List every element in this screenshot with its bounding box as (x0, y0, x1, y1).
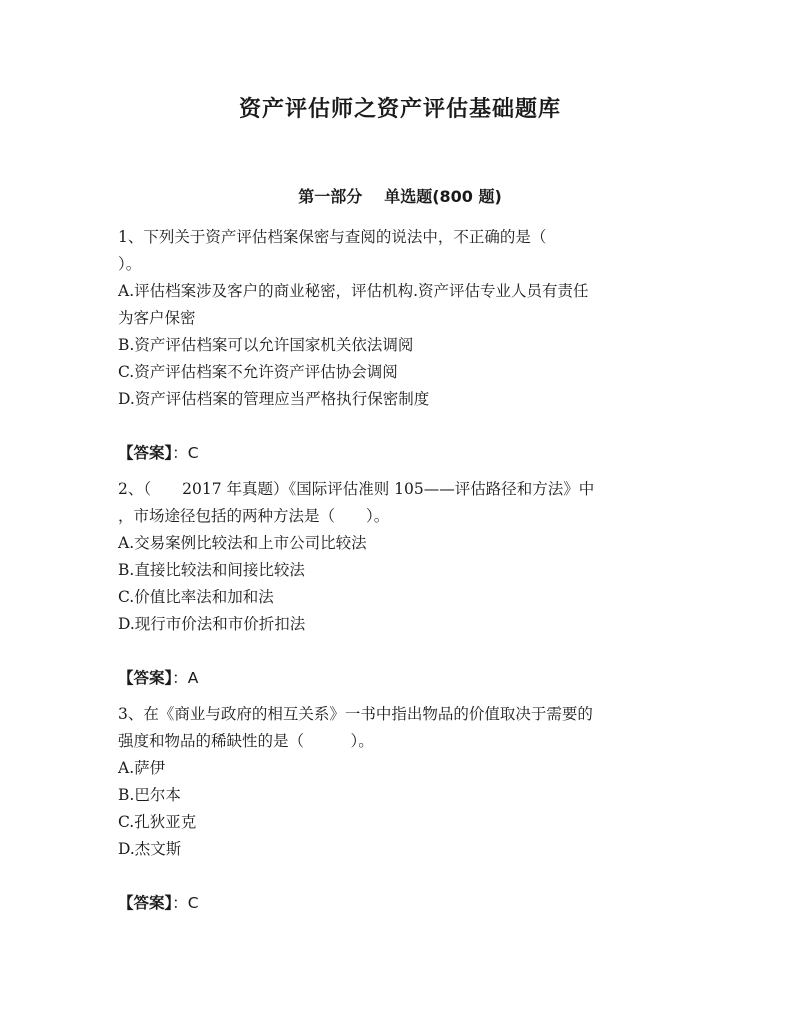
option-a: A.萨伊 (118, 759, 166, 777)
question-list (118, 224, 688, 917)
option-c: C.孔狄亚克 (118, 813, 197, 831)
question-stem-continued: 强度和物品的稀缺性的是（ ）。 (118, 732, 374, 750)
question-3 (118, 701, 688, 917)
option-a: A.评估档案涉及客户的商业秘密，评估机构.资产评估专业人员有责任 (118, 282, 589, 300)
answer-value: C (187, 894, 199, 912)
answer-line (118, 665, 688, 692)
option-b: B.直接比较法和间接比较法 (118, 561, 305, 579)
answer-value: C (187, 444, 199, 462)
section-part: 第一部分 (298, 187, 363, 206)
option-a-continued: 为客户保密 (118, 309, 196, 327)
answer-value: A (187, 669, 199, 687)
option-d: D.现行市价法和市价折扣法 (118, 615, 306, 633)
answer-line (118, 890, 688, 917)
answer-label: 【答案】 (118, 669, 173, 687)
section-heading (0, 184, 800, 207)
question-stem: 2、（ 2017 年真题）《国际评估准则 105——评估路径和方法》中 (118, 480, 595, 498)
section-name: 单选题(800 题) (384, 187, 502, 206)
question-stem-continued: ，市场途径包括的两种方法是（ ）。 (118, 507, 390, 525)
answer-label: 【答案】 (118, 894, 173, 912)
answer-separator: ： (172, 894, 188, 912)
option-c: C.资产评估档案不允许资产评估协会调阅 (118, 363, 398, 381)
answer-label: 【答案】 (118, 444, 173, 462)
option-c: C.价值比率法和加和法 (118, 588, 274, 606)
question-2 (118, 476, 688, 692)
question-stem: 3、在《商业与政府的相互关系》一书中指出物品的价值取决于需要的 (118, 705, 593, 723)
document-title: 资产评估师之资产评估基础题库 (238, 97, 561, 122)
question-stem: 1、下列关于资产评估档案保密与查阅的说法中，不正确的是（ (118, 228, 547, 246)
answer-line (118, 440, 688, 467)
question-stem-continued: ）。 (118, 255, 142, 273)
option-d: D.资产评估档案的管理应当严格执行保密制度 (118, 390, 430, 408)
option-b: B.巴尔本 (118, 786, 181, 804)
option-b: B.资产评估档案可以允许国家机关依法调阅 (118, 336, 414, 354)
answer-separator: ： (172, 444, 188, 462)
question-1 (118, 224, 688, 467)
option-a: A.交易案例比较法和上市公司比较法 (118, 534, 367, 552)
option-d: D.杰文斯 (118, 840, 182, 858)
answer-separator: ： (172, 669, 188, 687)
